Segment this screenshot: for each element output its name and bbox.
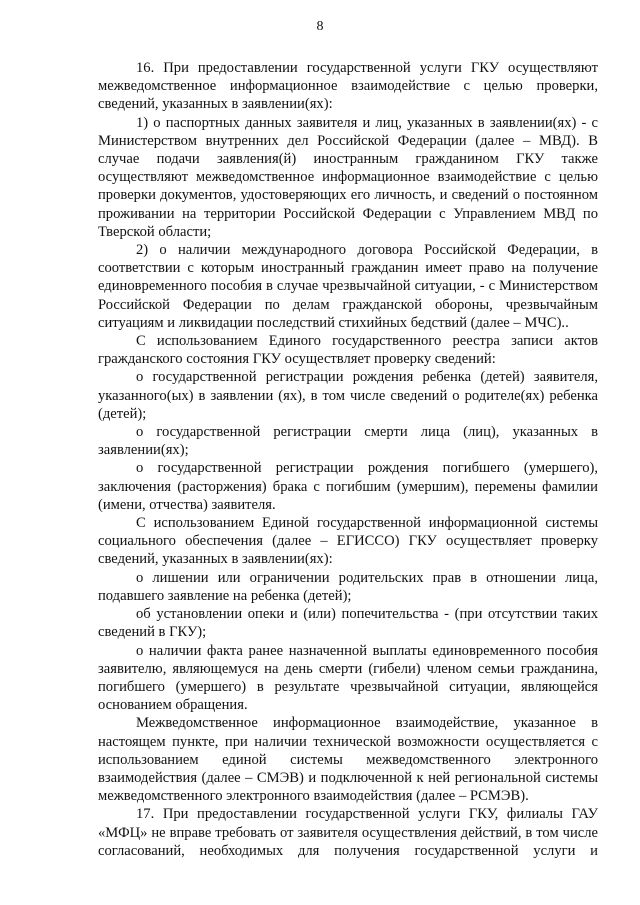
paragraph-deceased-registration: о государственной регистрации рождения погибшего (умершего), заключения (расторжения) брака с погибшим (умершим), перемены фамилии (имени, отчества) заявителя. bbox=[98, 460, 598, 513]
paragraph-zags-intro: С использованием Единого государственного реестра записи актов гражданского состояния ГКУ осуществляет проверку сведений: bbox=[98, 333, 598, 368]
paragraph-guardianship: об установлении опеки и (или) попечительства - (при отсутствии таких сведений в ГКУ); bbox=[98, 606, 598, 641]
paragraph-item-1-mvd: 1) о паспортных данных заявителя и лиц, указанных в заявлении(ях) - с Министерством внутренних дел Российской Федерации (далее – МВД). В случае подачи заявления(й) иностранным гражданином ГКУ также осуществляют межведомственное информационное взаимодействие с целью проверки документов, удостоверяющих его личность, и сведений о постоянном проживании на территории Российской Федерации с Управлением МВД по Тверской области; bbox=[98, 114, 598, 240]
paragraph-item-2-mchs: 2) о наличии международного договора Российской Федерации, в соответствии с которым иностранный гражданин имеет право на получение единовременного пособия в случае чрезвычайной ситуации, - с Министерством Российской Федерации по делам гражданской обороны, чрезвычайным ситуациям и ликвидации последствий стихийных бедствий (далее – МЧС).. bbox=[98, 242, 598, 331]
paragraph-prior-payment: о наличии факта ранее назначенной выплаты единовременного пособия заявителю, являющемуся на день смерти (гибели) членом семьи гражданина, погибшего (умершего) в результате чрезвычайной ситуации, являющейся основанием обращения. bbox=[98, 642, 598, 714]
page-number: 8 bbox=[316, 19, 324, 34]
paragraph-17: 17. При предоставлении государственной услуги ГКУ, филиалы ГАУ «МФЦ» не вправе требовать от заявителя осуществления действий, в том числе согласований, необходимых для получения государственной услуги и bbox=[98, 806, 598, 859]
document-body bbox=[98, 59, 598, 860]
paragraph-parental-rights: о лишении или ограничении родительских прав в отношении лица, подавшего заявление на ребенка (детей); bbox=[98, 569, 598, 604]
paragraph-16-intro: 16. При предоставлении государственной услуги ГКУ осуществляют межведомственное информационное взаимодействие с целью проверки, сведений, указанных в заявлении(ях): bbox=[98, 60, 598, 113]
paragraph-death-registration: о государственной регистрации смерти лица (лиц), указанных в заявлении(ях); bbox=[98, 424, 598, 459]
paragraph-birth-registration: о государственной регистрации рождения ребенка (детей) заявителя, указанного(ых) в заявлении (ях), в том числе сведений о родителе(ях) ребенка (детей); bbox=[98, 369, 598, 422]
paragraph-egisso-intro: С использованием Единой государственной информационной системы социального обеспечения (далее – ЕГИССО) ГКУ осуществляет проверку сведений, указанных в заявлении(ях): bbox=[98, 515, 598, 568]
paragraph-smev: Межведомственное информационное взаимодействие, указанное в настоящем пункте, при наличии технической возможности осуществляется с использованием единой системы межведомственного электронного взаимодействия (далее – СМЭВ) и подключенной к ней региональной системы межведомственного электронного взаимодействия (далее – РСМЭВ). bbox=[98, 715, 598, 805]
